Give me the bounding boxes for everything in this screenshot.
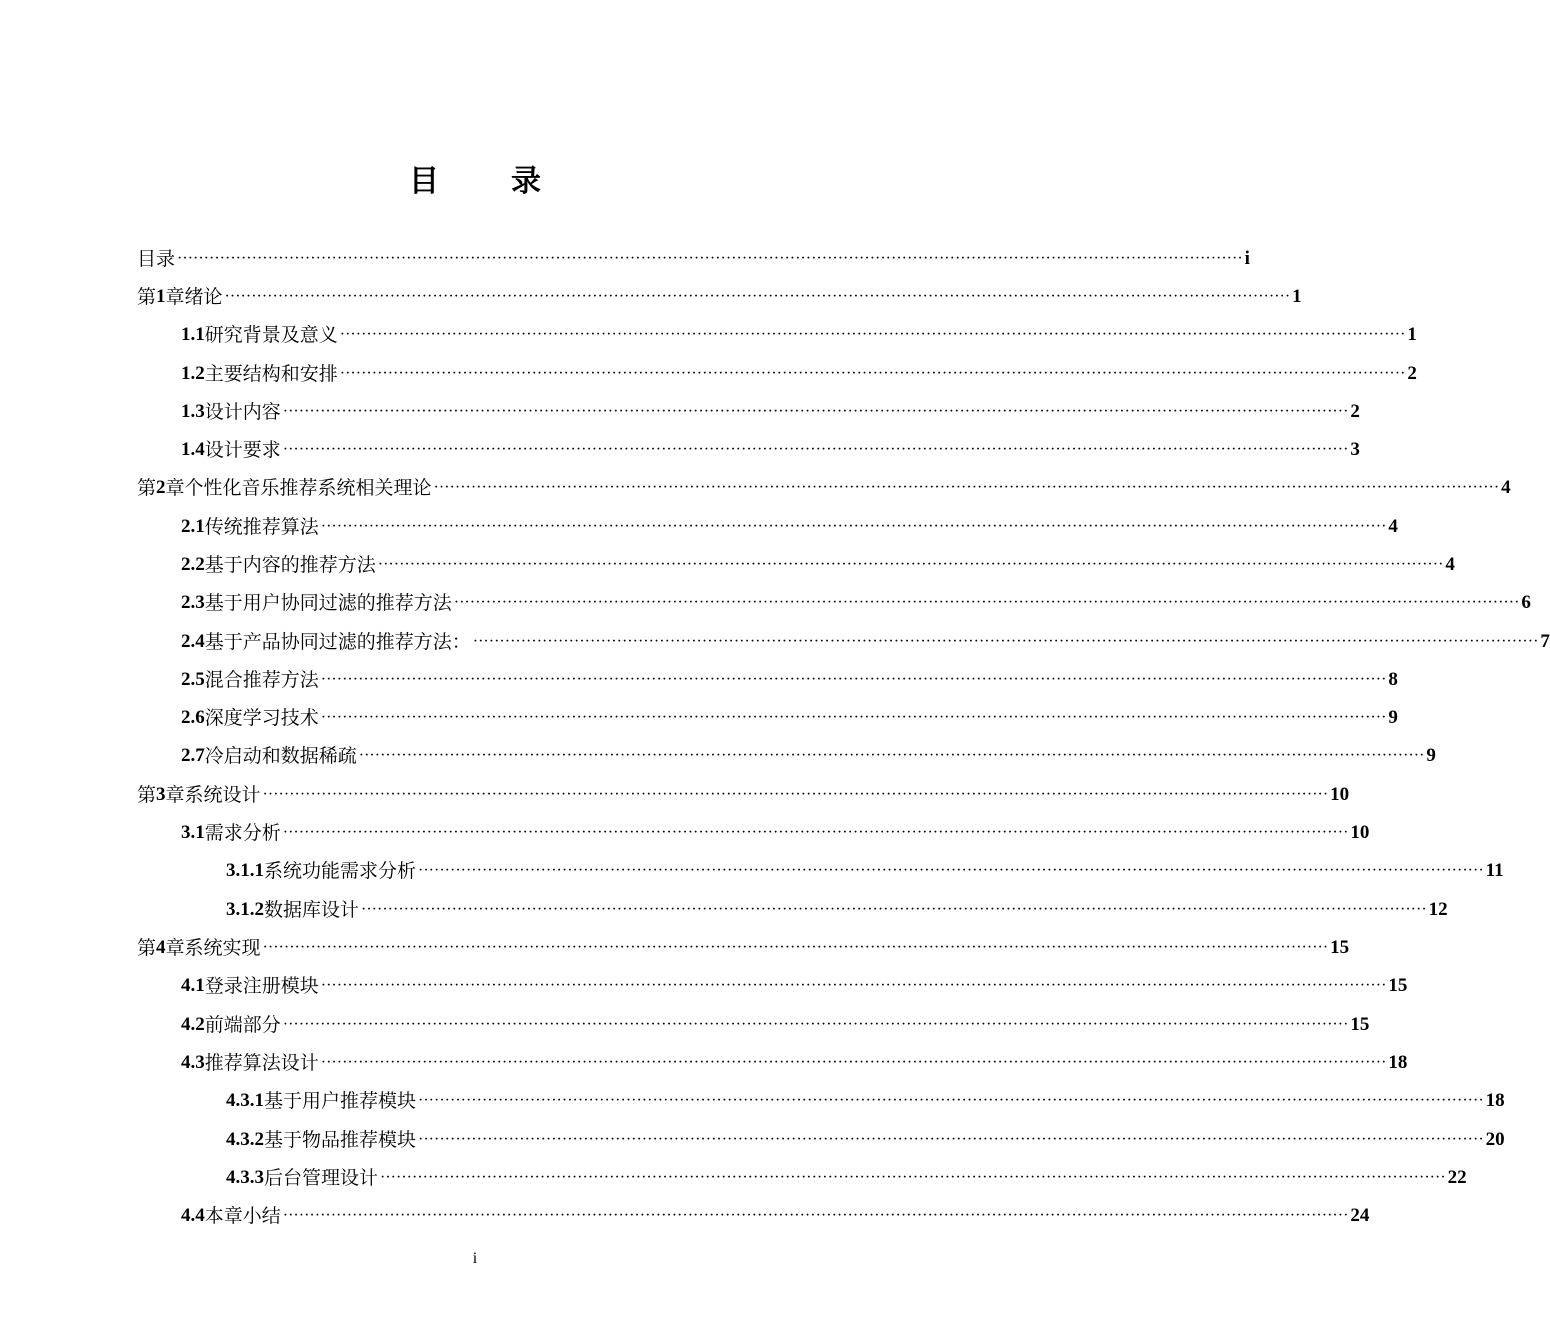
chapter-suffix: 章: [165, 477, 185, 499]
toc-section-2-2[interactable]: [181, 546, 1455, 584]
toc-section-2-1[interactable]: [181, 508, 1398, 546]
toc-page-number: 15: [1350, 1014, 1370, 1035]
section-number: 4.2: [181, 1014, 205, 1035]
toc-section-4-3[interactable]: [181, 1044, 1408, 1082]
section-title: 冷启动和数据稀疏: [204, 745, 357, 767]
toc-page-number: 12: [1428, 899, 1448, 920]
chapter-number: 3: [156, 784, 166, 805]
chapter-prefix: 第: [137, 937, 157, 959]
section-title: 需求分析: [204, 822, 281, 844]
toc-page-number: 3: [1350, 439, 1360, 460]
chapter-number: 2: [156, 477, 166, 498]
toc-contents-w1: 目: [137, 248, 157, 270]
dot-leader: ········································································································································································································: [339, 365, 1406, 382]
toc-page-number: 24: [1350, 1205, 1370, 1226]
toc-page-number: 1: [1407, 324, 1417, 345]
chapter-prefix: 第: [137, 286, 157, 308]
section-title: 混合推荐方法: [204, 669, 319, 691]
section-number: 2.1: [181, 516, 205, 537]
toc-section-2-3[interactable]: [181, 584, 1531, 622]
toc-page-number: 20: [1485, 1129, 1505, 1150]
dot-leader: ········································································································································································································: [224, 288, 1291, 305]
dot-leader: ········································································································································································································: [320, 671, 1387, 688]
toc-page-number: 18: [1485, 1090, 1505, 1111]
dot-leader: ········································································································································································································: [177, 250, 1243, 267]
toc-page-number: 4: [1445, 554, 1455, 575]
section-number: 1.4: [181, 439, 205, 460]
dot-leader: ········································································································································································································: [320, 977, 1387, 994]
section-number: 2.7: [181, 745, 205, 766]
toc-page-number: i: [1244, 248, 1250, 269]
section-number: 2.3: [181, 592, 205, 613]
toc-page-number: 9: [1388, 707, 1398, 728]
dot-leader: ········································································································································································································: [282, 403, 1349, 420]
toc-subsection-4-3-2[interactable]: [226, 1121, 1505, 1159]
section-title: 主要结构和安排: [204, 363, 338, 385]
toc-page-number: 10: [1330, 784, 1350, 805]
chapter-title: 绪论: [184, 286, 223, 308]
dot-leader: ········································································································································································································: [418, 1131, 1484, 1148]
section-number: 1.3: [181, 401, 205, 422]
toc-page-number: 9: [1426, 745, 1436, 766]
title-char-2: 录: [511, 164, 541, 199]
dot-leader: ········································································································································································································: [282, 1016, 1349, 1033]
toc-subsection-4-3-1[interactable]: [226, 1082, 1505, 1120]
toc-page-number: 7: [1540, 631, 1550, 652]
section-number: 2.4: [181, 631, 205, 652]
toc-section-1-3[interactable]: [181, 393, 1360, 431]
section-title: 深度学习技术: [204, 707, 319, 729]
dot-leader: ········································································································································································································: [433, 479, 1500, 496]
toc-page-number: 2: [1350, 401, 1360, 422]
toc-page-number: 10: [1350, 822, 1370, 843]
chapter-title: 系统实现: [184, 937, 261, 959]
toc-subsection-3-1-1[interactable]: [226, 852, 1504, 890]
subsection-title: 系统功能需求分析: [264, 860, 417, 882]
section-number: 3.1: [181, 822, 205, 843]
section-number: 2.6: [181, 707, 205, 728]
subsection-number: 4.3.3: [226, 1167, 264, 1188]
toc-section-1-4[interactable]: [181, 431, 1360, 469]
toc-chapter-1[interactable]: [137, 278, 1302, 316]
toc-entry-contents[interactable]: [137, 240, 1250, 278]
dot-leader: ········································································································································································································: [320, 709, 1387, 726]
chapter-suffix: 章: [165, 286, 185, 308]
section-title: 推荐算法设计: [204, 1052, 319, 1074]
dot-leader: ········································································································································································································: [262, 786, 1329, 803]
toc-section-4-1[interactable]: [181, 967, 1408, 1005]
toc-page-number: 8: [1388, 669, 1398, 690]
toc-page-number: 15: [1388, 975, 1408, 996]
subsection-number: 4.3.1: [226, 1090, 264, 1111]
chapter-prefix: 第: [137, 477, 157, 499]
toc-subsection-3-1-2[interactable]: [226, 891, 1448, 929]
subsection-title: 基于物品推荐模块: [264, 1129, 417, 1151]
section-number: 4.1: [181, 975, 205, 996]
dot-leader: ········································································································································································································: [418, 862, 1484, 879]
chapter-title: 系统设计: [184, 784, 261, 806]
dot-leader: ········································································································································································································: [262, 939, 1329, 956]
chapter-prefix: 第: [137, 784, 157, 806]
chapter-number: 4: [156, 937, 166, 958]
section-title: 基于用户协同过滤的推荐方法: [204, 592, 452, 614]
subsection-title: 基于用户推荐模块: [264, 1090, 417, 1112]
subsection-title: 数据库设计: [264, 899, 360, 921]
toc-section-2-6[interactable]: [181, 699, 1398, 737]
toc-page-number: 15: [1330, 937, 1350, 958]
toc-section-2-5[interactable]: [181, 661, 1398, 699]
section-number: 2.2: [181, 554, 205, 575]
chapter-suffix: 章: [165, 937, 185, 959]
section-number: 2.5: [181, 669, 205, 690]
chapter-title: 个性化音乐推荐系统相关理论: [184, 477, 432, 499]
toc-page-number: 6: [1521, 592, 1531, 613]
subsection-number: 3.1.2: [226, 899, 264, 920]
toc-page-number: 4: [1388, 516, 1398, 537]
toc-page-number: 4: [1501, 477, 1511, 498]
dot-leader: ········································································································································································································: [282, 441, 1349, 458]
toc-page-number: 22: [1447, 1167, 1467, 1188]
toc-chapter-4[interactable]: [137, 929, 1350, 967]
section-title: 设计要求: [204, 439, 281, 461]
dot-leader: ········································································································································································································: [282, 1207, 1349, 1224]
dot-leader: ········································································································································································································: [320, 518, 1387, 535]
dot-leader: ········································································································································································································: [361, 901, 1427, 918]
subsection-number: 3.1.1: [226, 860, 264, 881]
toc-section-1-1[interactable]: [181, 316, 1417, 354]
section-number: 1.2: [181, 363, 205, 384]
dot-leader: ········································································································································································································: [472, 633, 1539, 650]
toc-chapter-3[interactable]: [137, 776, 1350, 814]
chapter-suffix: 章: [165, 784, 185, 806]
section-title: 登录注册模块: [204, 975, 319, 997]
section-number: 1.1: [181, 324, 205, 345]
toc-section-1-2[interactable]: [181, 355, 1417, 393]
toc-contents-w2: 录: [156, 248, 176, 270]
dot-leader: ········································································································································································································: [418, 1092, 1484, 1109]
section-title: 设计内容: [204, 401, 281, 423]
section-title: 基于产品协同过滤的推荐方法：: [204, 631, 471, 653]
dot-leader: ········································································································································································································: [377, 556, 1444, 573]
page-title: [0, 160, 950, 204]
section-title: 研究背景及意义: [204, 324, 338, 346]
dot-leader: ········································································································································································································: [339, 326, 1406, 343]
toc-chapter-2[interactable]: [137, 469, 1511, 507]
dot-leader: ········································································································································································································: [282, 824, 1349, 841]
section-title: 本章小结: [204, 1205, 281, 1227]
page-footer-number: i: [472, 1250, 478, 1267]
toc-page-number: 18: [1388, 1052, 1408, 1073]
dot-leader: ········································································································································································································: [320, 1054, 1387, 1071]
subsection-number: 4.3.2: [226, 1129, 264, 1150]
toc-subsection-4-3-3[interactable]: [226, 1159, 1467, 1197]
dot-leader: ········································································································································································································: [358, 747, 1425, 764]
subsection-title: 后台管理设计: [264, 1167, 379, 1189]
toc-section-4-2[interactable]: [181, 1006, 1370, 1044]
dot-leader: ········································································································································································································: [380, 1169, 1446, 1186]
toc-section-3-1[interactable]: [181, 814, 1370, 852]
section-title: 前端部分: [204, 1014, 281, 1036]
section-number: 4.3: [181, 1052, 205, 1073]
section-title: 传统推荐算法: [204, 516, 319, 538]
toc-section-2-7[interactable]: [181, 737, 1436, 775]
title-char-1: 目: [409, 164, 439, 199]
toc-section-4-4[interactable]: [181, 1197, 1370, 1235]
section-title: 基于内容的推荐方法: [204, 554, 376, 576]
toc-page-number: 2: [1407, 363, 1417, 384]
section-number: 4.4: [181, 1205, 205, 1226]
chapter-number: 1: [156, 286, 166, 307]
toc-page-number: 11: [1485, 860, 1504, 881]
toc-page-number: 1: [1292, 286, 1302, 307]
dot-leader: ········································································································································································································: [453, 594, 1520, 611]
toc-section-2-4[interactable]: [181, 623, 1550, 661]
